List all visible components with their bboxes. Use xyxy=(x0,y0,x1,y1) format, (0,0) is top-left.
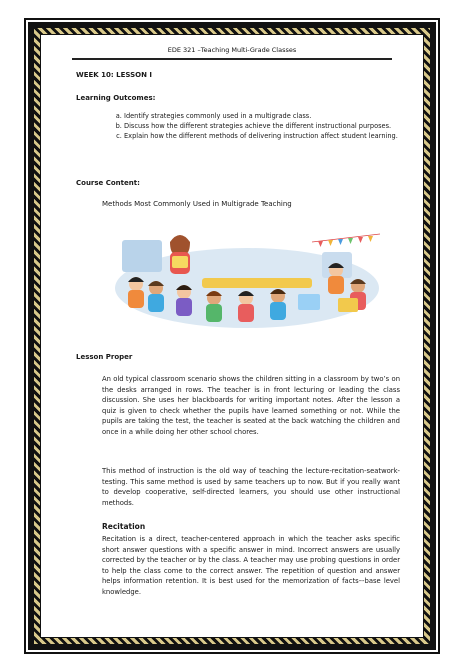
recitation-heading: Recitation xyxy=(102,522,146,531)
lesson-paragraph: An old typical classroom scenario shows the children sitting in a classroom by two’s on the desks arranged in rows. The teacher is in front lecturing or leading the class discussion. She uses her blackboards for writing important notes. After the lesson a quiz is given to check whether the pupils have learned something or not. While the pupils are taking the test, the teacher is seated at the back watching the children and once in a while doing her other school chores. xyxy=(102,375,400,436)
recitation-paragraph: Recitation is a direct, teacher-centered approach in which the teacher asks specific short answer questions with a specific answer in mind. Incorrect answers are usually corrected by the teacher or by the class. A teacher may use probing questions in order to help the class come to the correct answer. The repetition of question and answer helps information retention. It is best used for the memorization of facts–-base level knowledge. xyxy=(102,535,400,596)
week-lesson-heading: WEEK 10: LESSON I xyxy=(76,71,152,79)
learning-outcomes-list xyxy=(112,111,414,141)
classroom-illustration xyxy=(112,226,382,330)
course-content-heading: Course Content: xyxy=(76,179,140,187)
outcome-item: a. Identify strategies commonly used in a multigrade class. xyxy=(124,111,414,121)
lesson-proper-heading: Lesson Proper xyxy=(76,353,133,361)
lesson-paragraph: This method of instruction is the old way of teaching the lecture-recitation-seatwork-testing. This same method is used by same teachers up to now. But if you really want to develop cooperative, self-directed learners, you should use other instructional methods. xyxy=(102,467,400,507)
header-divider xyxy=(72,58,392,60)
outcome-item: b. Discuss how the different strategies achieve the different instructional purposes. xyxy=(124,121,414,131)
learning-outcomes-heading: Learning Outcomes: xyxy=(76,94,156,102)
outcome-item: c. Explain how the different methods of delivering instruction affect student learning. xyxy=(124,131,414,141)
course-content-topic: Methods Most Commonly Used in Multigrade Teaching xyxy=(102,200,292,208)
course-header: EDE 321 –Teaching Multi-Grade Classes xyxy=(167,46,297,54)
